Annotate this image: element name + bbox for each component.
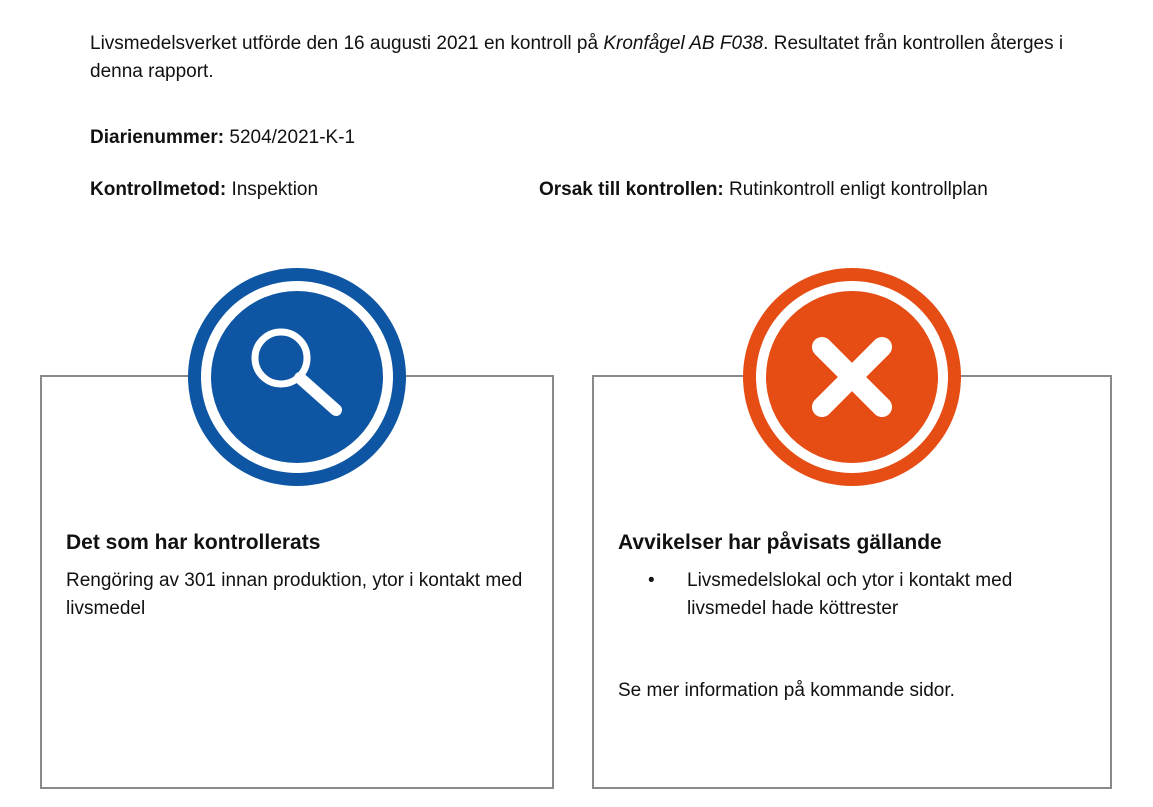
- diarienummer-line: [90, 125, 355, 151]
- deviation-text: Livsmedelslokal och ytor i kontakt med livsmedel hade köttrester: [687, 570, 1013, 619]
- diarienummer-value: 5204/2021-K-1: [229, 127, 356, 148]
- orsak-label: Orsak till kontrollen:: [539, 179, 724, 200]
- orsak-value: Rutinkontroll enligt kontrollplan: [729, 179, 988, 200]
- cross-icon: [743, 268, 961, 486]
- bullet-dot: •: [648, 570, 655, 591]
- deviations-list: [618, 567, 1088, 623]
- deviations-heading: Avvikelser har påvisats gällande: [618, 531, 942, 554]
- intro-paragraph: [90, 30, 1080, 86]
- kontrollmetod-line: [90, 177, 318, 203]
- magnifier-icon: [188, 268, 406, 486]
- kontrollmetod-label: Kontrollmetod:: [90, 179, 227, 200]
- controlled-heading: Det som har kontrollerats: [66, 531, 321, 554]
- orsak-line: [539, 177, 988, 203]
- company-name: Kronfågel AB F038: [603, 33, 764, 54]
- intro-text-before: Livsmedelsverket utförde den 16 augusti 2021 en kontroll på: [90, 33, 604, 54]
- diarienummer-label: Diarienummer:: [90, 127, 225, 148]
- intro-text-after: . Resultatet från kontrollen återges i denna rapport.: [90, 33, 1064, 82]
- list-item: [618, 567, 1088, 623]
- controlled-body: Rengöring av 301 innan produktion, ytor i kontakt med livsmedel: [66, 570, 523, 619]
- kontrollmetod-value: Inspektion: [231, 179, 319, 200]
- more-info-note: Se mer information på kommande sidor.: [618, 680, 955, 701]
